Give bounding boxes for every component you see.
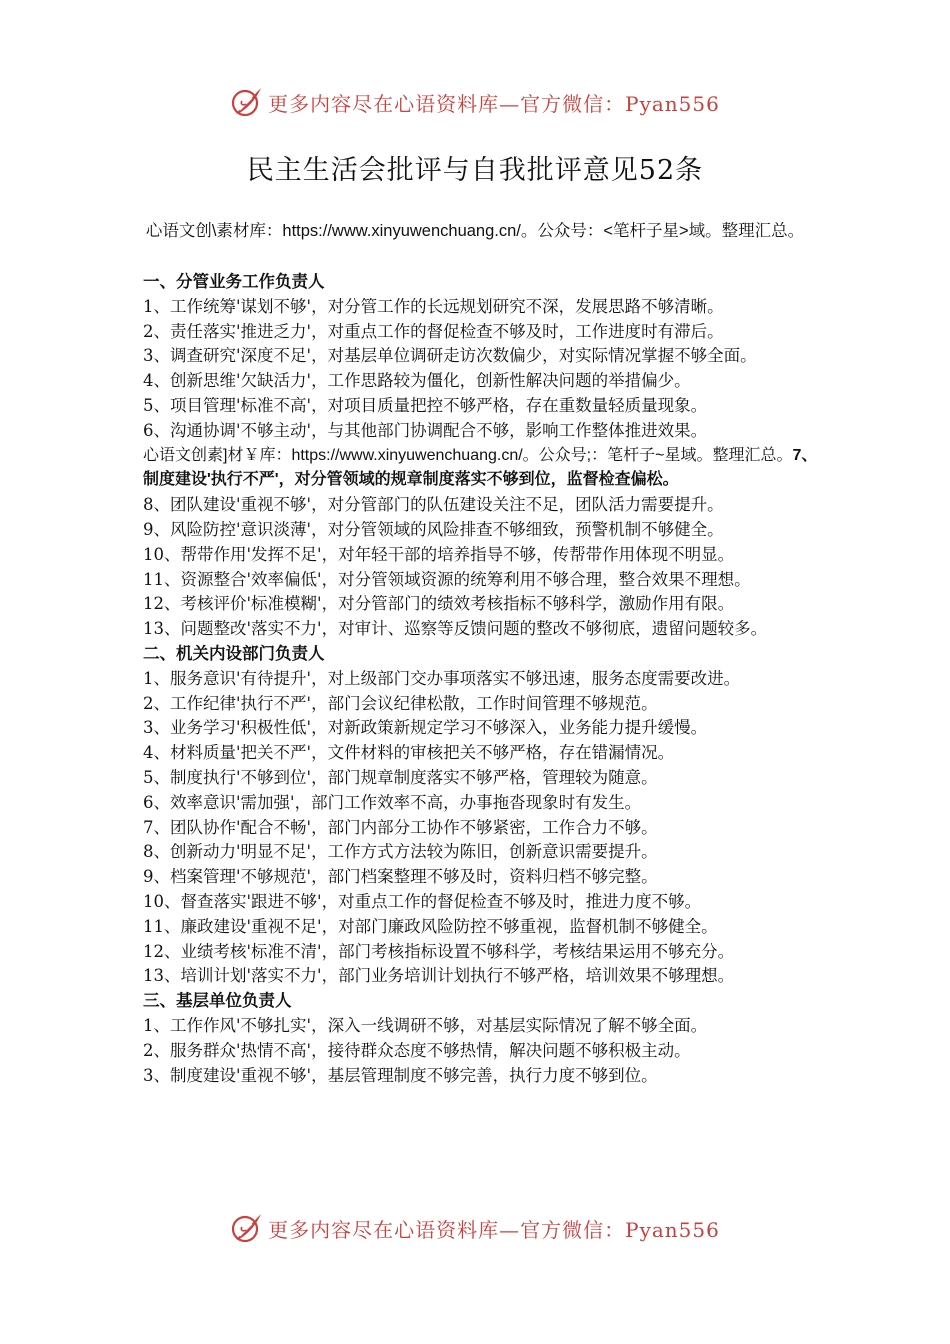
list-item: 11、廉政建设'重视不足'，对部门廉政风险防控不够重视，监督机制不够健全。 [143, 916, 718, 936]
banner-text: 更多内容尽在心语资料库—官方微信：Pyan556 [268, 1217, 720, 1242]
list-item: 12、业绩考核'标准不清'，部门考核指标设置不够科学，考核结果运用不够充分。 [143, 941, 735, 961]
list-item: 5、制度执行'不够到位'，部门规章制度落实不够严格，管理较为随意。 [143, 767, 658, 787]
section-heading: 三、基层单位负责人 [143, 991, 292, 1011]
list-item: 9、档案管理'不够规范'，部门档案整理不够及时，资料归档不够完整。 [143, 867, 658, 887]
document-body [143, 270, 823, 1088]
list-item: 2、责任落实'推进乏力'，对重点工作的督促检查不够及时，工作进度时有滞后。 [143, 321, 724, 341]
list-item: 6、沟通协调'不够主动'，与其他部门协调配合不够，影响工作整体推进效果。 [143, 420, 708, 440]
list-item: 7、团队协作'配合不畅'，部门内部分工协作不够紧密，工作合力不够。 [143, 817, 658, 837]
footer-banner [0, 1208, 950, 1248]
list-item: 1、服务意识'有待提升'，对上级部门交办事项落实不够迅速，服务态度需要改进。 [143, 668, 741, 688]
list-item: 10、帮带作用'发挥不足'，对年轻干部的培养指导不够，传帮带作用体现不明显。 [143, 544, 735, 564]
watermark-mixed-paragraph [143, 444, 823, 494]
list-item: 3、调查研究'深度不足'，对基层单位调研走访次数偏少，对实际情况掌握不够全面。 [143, 346, 757, 366]
list-item: 9、风险防控'意识淡薄'，对分管领域的风险排查不够细致，预警机制不够健全。 [143, 519, 724, 539]
list-item: 3、业务学习'积极性低'，对新政策新规定学习不够深入，业务能力提升缓慢。 [143, 718, 708, 738]
list-item: 5、项目管理'标准不高'，对项目质量把控不够严格，存在重数量轻质量现象。 [143, 395, 708, 415]
list-item: 1、工作统筹'谋划不够'，对分管工作的长远规划研究不深，发展思路不够清晰。 [143, 296, 724, 316]
list-item: 6、效率意识'需加强'，部门工作效率不高，办事拖沓现象时有发生。 [143, 792, 642, 812]
section-heading: 二、机关内设部门负责人 [143, 643, 325, 663]
header-banner [0, 82, 950, 122]
quill-logo-icon [230, 85, 264, 119]
quill-logo-icon [230, 1211, 264, 1245]
list-item: 7、制度建设'执行不严'，对分管领域的规章制度落实不够到位，监督检查偏松。 [143, 446, 818, 489]
list-item: 1、工作作风'不够扎实'，深入一线调研不够，对基层实际情况了解不够全面。 [143, 1015, 708, 1035]
list-item: 4、创新思维'欠缺活力'，工作思路较为僵化，创新性解决问题的举措偏少。 [143, 371, 691, 391]
list-item: 4、材料质量'把关不严'，文件材料的审核把关不够严格，存在错漏情况。 [143, 743, 675, 763]
document-title: 民主生活会批评与自我批评意见52条 [246, 155, 704, 186]
source-note: 心语文创\素材库：https://www.xinyuwenchuang.cn/。公众号：<笔杆子星>域。整理汇总。 [145, 222, 805, 240]
list-item: 11、资源整合'效率偏低'，对分管领域资源的统筹利用不够合理，整合效果不理想。 [143, 569, 751, 589]
list-item: 8、创新动力'明显不足'，工作方式方法较为陈旧，创新意识需要提升。 [143, 842, 658, 862]
watermark-source-text: 心语文创素]材￥库：https://www.xinyuwenchuang.cn/。公众号;：笔杆子~星域。整理汇总。 [143, 446, 793, 464]
list-item: 2、服务群众'热情不高'，接待群众态度不够热情，解决问题不够积极主动。 [143, 1040, 691, 1060]
list-item: 8、团队建设'重视不够'，对分管部门的队伍建设关注不足，团队活力需要提升。 [143, 495, 724, 515]
list-item: 3、制度建设'重视不够'，基层管理制度不够完善，执行力度不够到位。 [143, 1065, 658, 1085]
list-item: 12、考核评价'标准模糊'，对分管部门的绩效考核指标不够科学，激励作用有限。 [143, 594, 735, 614]
list-item: 2、工作纪律'执行不严'，部门会议纪律松散，工作时间管理不够规范。 [143, 693, 658, 713]
list-item: 10、督查落实'跟进不够'，对重点工作的督促检查不够及时，推进力度不够。 [143, 891, 702, 911]
banner-text: 更多内容尽在心语资料库—官方微信：Pyan556 [268, 91, 720, 116]
list-item: 13、问题整改'落实不力'，对审计、巡察等反馈问题的整改不够彻底，遗留问题较多。 [143, 619, 768, 639]
list-item: 13、培训计划'落实不力'，部门业务培训计划执行不够严格，培训效果不够理想。 [143, 966, 735, 986]
section-heading: 一、分管业务工作负责人 [143, 272, 325, 291]
